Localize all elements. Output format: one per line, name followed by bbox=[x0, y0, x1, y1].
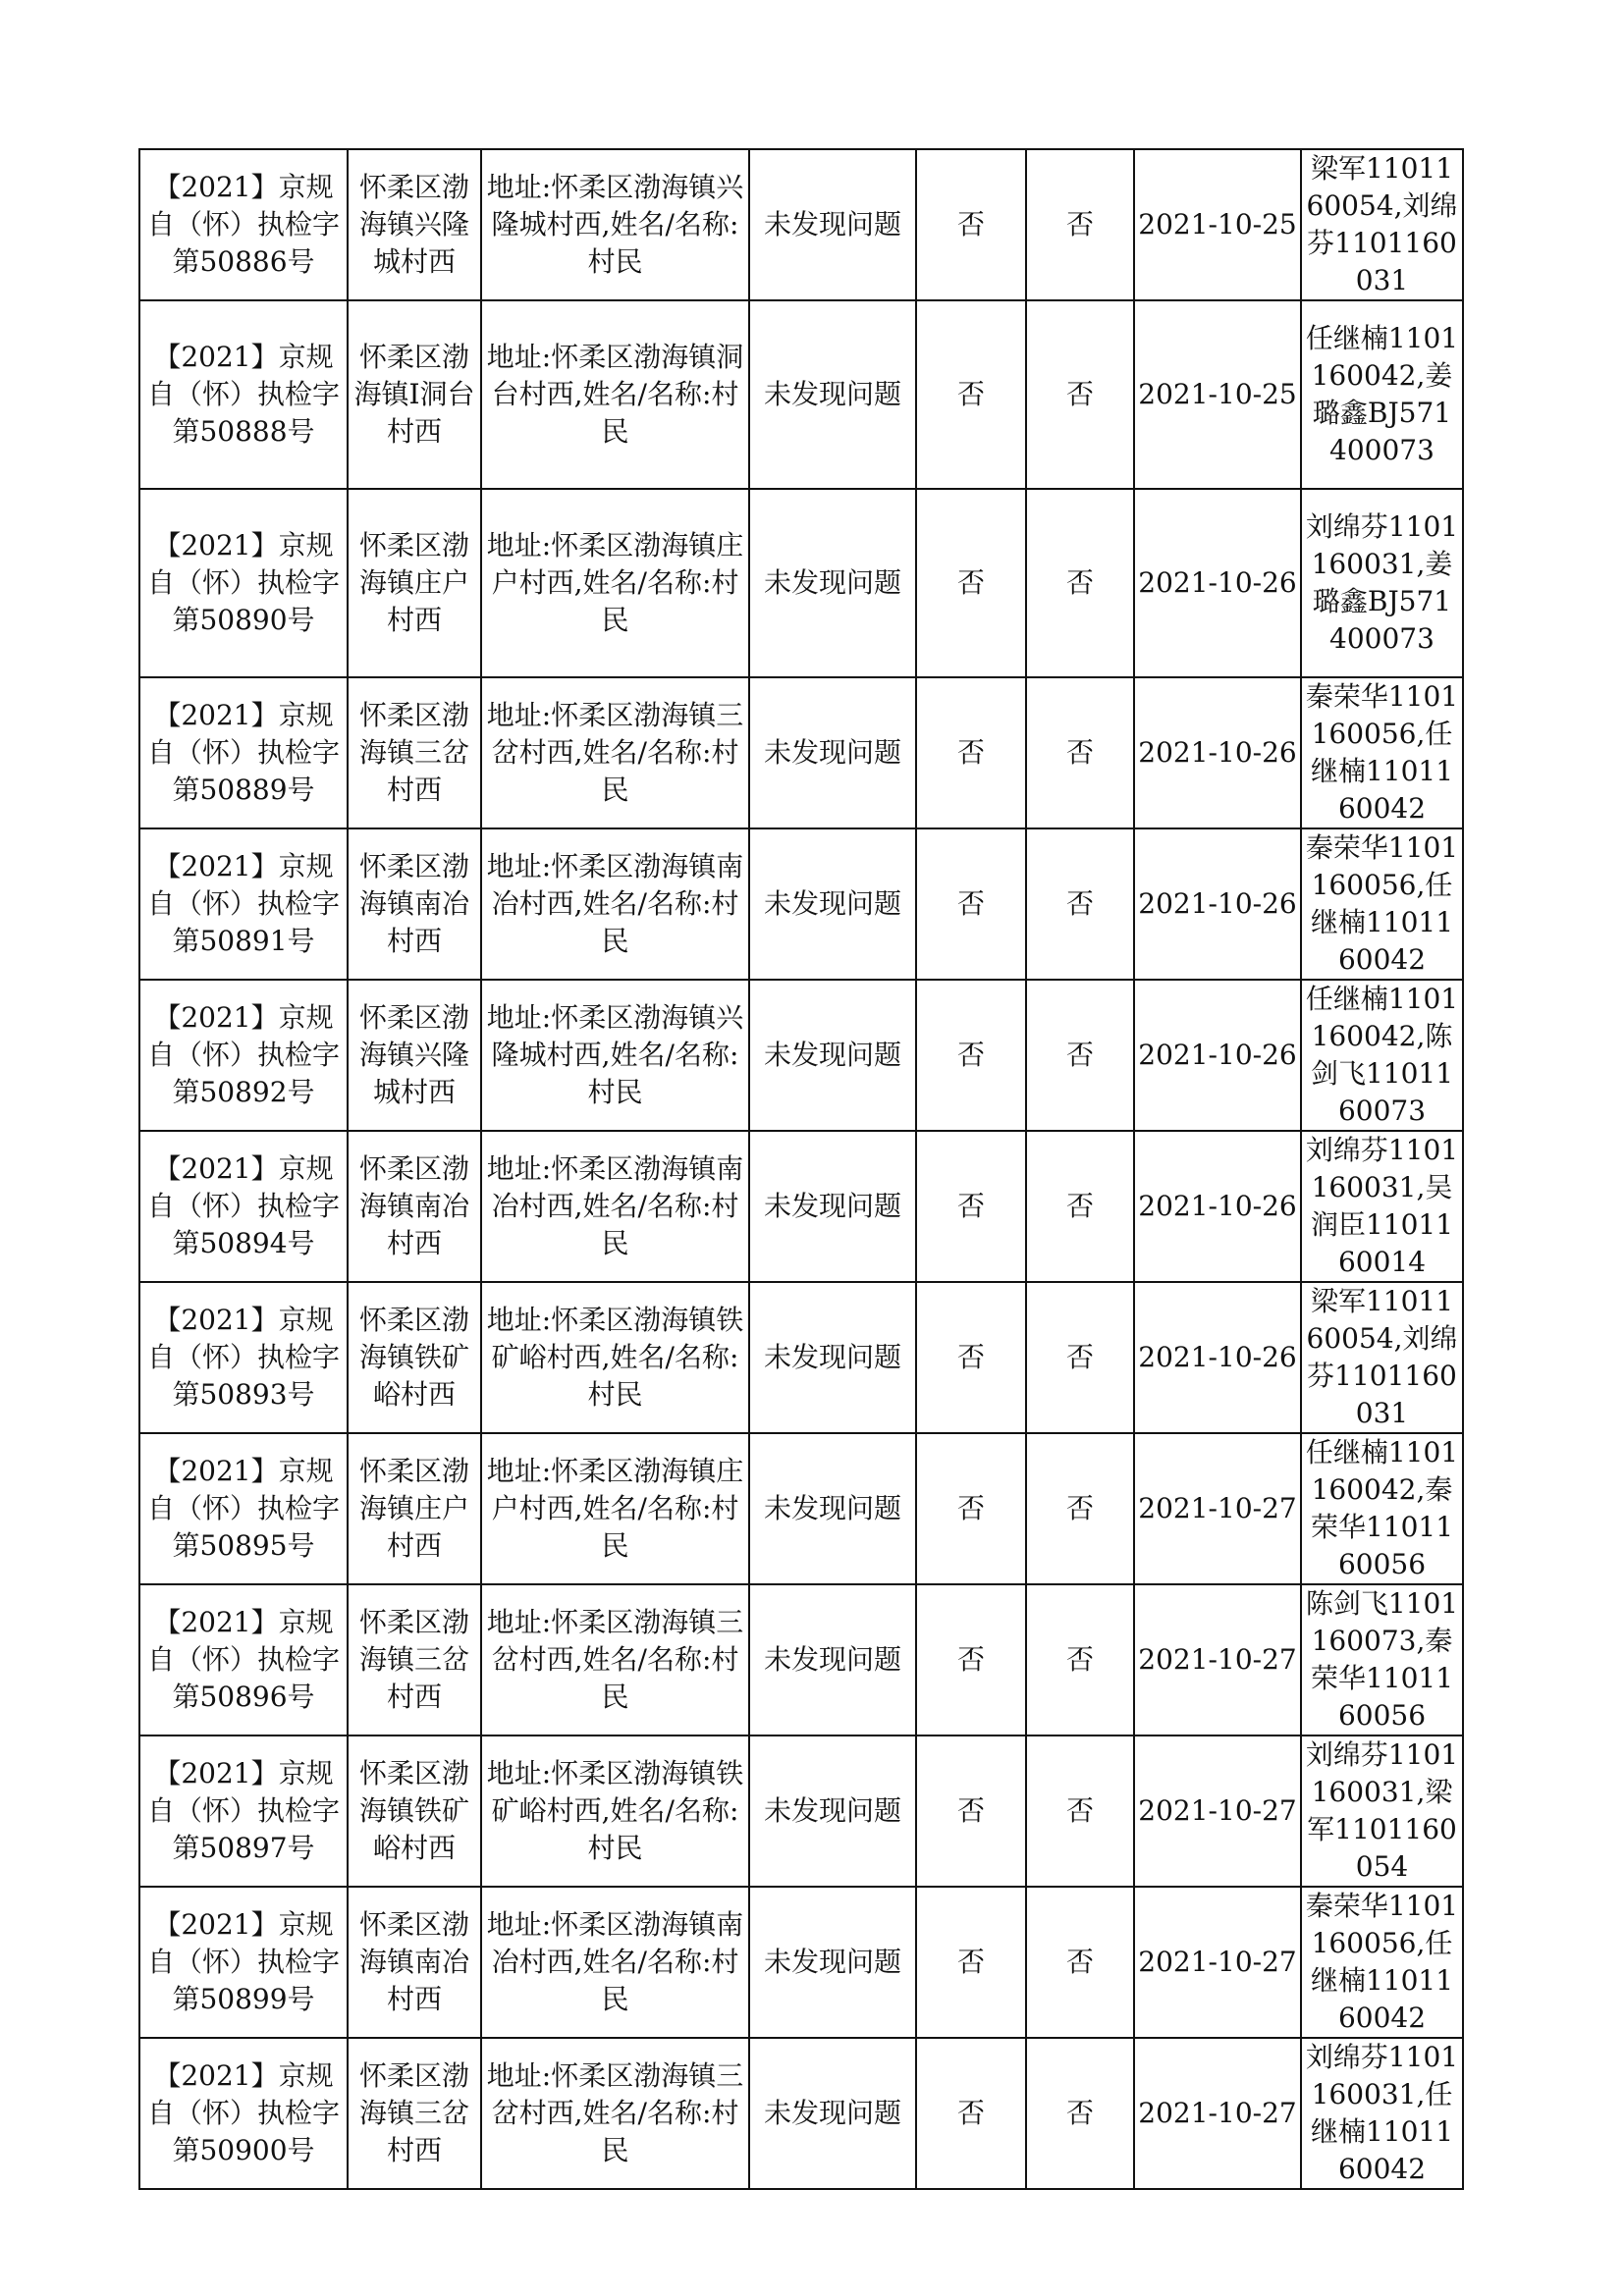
result-cell: 未发现问题 bbox=[749, 489, 916, 677]
flag-a-cell: 否 bbox=[916, 828, 1026, 980]
flag-b-cell: 否 bbox=[1026, 1887, 1134, 2038]
location-cell: 怀柔区渤海镇铁矿峪村西 bbox=[348, 1735, 481, 1887]
table-row bbox=[139, 980, 1463, 1131]
table-row bbox=[139, 1433, 1463, 1584]
result-cell: 未发现问题 bbox=[749, 1131, 916, 1282]
date-cell: 2021-10-25 bbox=[1134, 300, 1301, 489]
result-cell: 未发现问题 bbox=[749, 1433, 916, 1584]
result-cell: 未发现问题 bbox=[749, 149, 916, 300]
table-row bbox=[139, 677, 1463, 828]
location-cell: 怀柔区渤海镇Ⅰ洞台村西 bbox=[348, 300, 481, 489]
result-cell: 未发现问题 bbox=[749, 2038, 916, 2189]
case-number-cell: 【2021】京规自（怀）执检字第50890号 bbox=[139, 489, 348, 677]
subject-cell: 地址:怀柔区渤海镇庄户村西,姓名/名称:村民 bbox=[481, 489, 749, 677]
location-cell: 怀柔区渤海镇三岔村西 bbox=[348, 677, 481, 828]
table-row bbox=[139, 300, 1463, 489]
date-cell: 2021-10-26 bbox=[1134, 828, 1301, 980]
date-cell: 2021-10-27 bbox=[1134, 1584, 1301, 1735]
flag-a-cell: 否 bbox=[916, 1131, 1026, 1282]
result-cell: 未发现问题 bbox=[749, 1282, 916, 1433]
location-cell: 怀柔区渤海镇庄户村西 bbox=[348, 1433, 481, 1584]
flag-a-cell: 否 bbox=[916, 1584, 1026, 1735]
date-cell: 2021-10-25 bbox=[1134, 149, 1301, 300]
table-row bbox=[139, 1735, 1463, 1887]
flag-a-cell: 否 bbox=[916, 1433, 1026, 1584]
result-cell: 未发现问题 bbox=[749, 300, 916, 489]
inspectors-cell: 秦荣华1101160056,任继楠1101160042 bbox=[1301, 828, 1463, 980]
inspectors-cell: 梁军1101160054,刘绵芬1101160031 bbox=[1301, 1282, 1463, 1433]
inspection-record-sheet bbox=[138, 148, 1462, 2190]
flag-b-cell: 否 bbox=[1026, 980, 1134, 1131]
case-number-cell: 【2021】京规自（怀）执检字第50886号 bbox=[139, 149, 348, 300]
date-cell: 2021-10-27 bbox=[1134, 1735, 1301, 1887]
inspectors-cell: 秦荣华1101160056,任继楠1101160042 bbox=[1301, 1887, 1463, 2038]
case-number-cell: 【2021】京规自（怀）执检字第50891号 bbox=[139, 828, 348, 980]
flag-a-cell: 否 bbox=[916, 300, 1026, 489]
inspectors-cell: 任继楠1101160042,姜璐鑫BJ571400073 bbox=[1301, 300, 1463, 489]
case-number-cell: 【2021】京规自（怀）执检字第50897号 bbox=[139, 1735, 348, 1887]
table-row bbox=[139, 1887, 1463, 2038]
date-cell: 2021-10-27 bbox=[1134, 1433, 1301, 1584]
inspection-table bbox=[138, 148, 1464, 2190]
flag-b-cell: 否 bbox=[1026, 828, 1134, 980]
flag-a-cell: 否 bbox=[916, 980, 1026, 1131]
result-cell: 未发现问题 bbox=[749, 677, 916, 828]
flag-a-cell: 否 bbox=[916, 1735, 1026, 1887]
table-row bbox=[139, 489, 1463, 677]
table-row bbox=[139, 149, 1463, 300]
inspectors-cell: 刘绵芬1101160031,任继楠1101160042 bbox=[1301, 2038, 1463, 2189]
location-cell: 怀柔区渤海镇南冶村西 bbox=[348, 1131, 481, 1282]
flag-b-cell: 否 bbox=[1026, 300, 1134, 489]
location-cell: 怀柔区渤海镇庄户村西 bbox=[348, 489, 481, 677]
date-cell: 2021-10-26 bbox=[1134, 980, 1301, 1131]
case-number-cell: 【2021】京规自（怀）执检字第50889号 bbox=[139, 677, 348, 828]
flag-a-cell: 否 bbox=[916, 1887, 1026, 2038]
location-cell: 怀柔区渤海镇铁矿峪村西 bbox=[348, 1282, 481, 1433]
date-cell: 2021-10-27 bbox=[1134, 1887, 1301, 2038]
location-cell: 怀柔区渤海镇南冶村西 bbox=[348, 1887, 481, 2038]
inspectors-cell: 刘绵芬1101160031,梁军1101160054 bbox=[1301, 1735, 1463, 1887]
case-number-cell: 【2021】京规自（怀）执检字第50899号 bbox=[139, 1887, 348, 2038]
location-cell: 怀柔区渤海镇三岔村西 bbox=[348, 1584, 481, 1735]
case-number-cell: 【2021】京规自（怀）执检字第50894号 bbox=[139, 1131, 348, 1282]
inspectors-cell: 任继楠1101160042,秦荣华1101160056 bbox=[1301, 1433, 1463, 1584]
location-cell: 怀柔区渤海镇南冶村西 bbox=[348, 828, 481, 980]
flag-b-cell: 否 bbox=[1026, 677, 1134, 828]
table-row bbox=[139, 828, 1463, 980]
date-cell: 2021-10-26 bbox=[1134, 489, 1301, 677]
result-cell: 未发现问题 bbox=[749, 828, 916, 980]
flag-b-cell: 否 bbox=[1026, 2038, 1134, 2189]
flag-a-cell: 否 bbox=[916, 149, 1026, 300]
subject-cell: 地址:怀柔区渤海镇兴隆城村西,姓名/名称:村民 bbox=[481, 149, 749, 300]
case-number-cell: 【2021】京规自（怀）执检字第50888号 bbox=[139, 300, 348, 489]
case-number-cell: 【2021】京规自（怀）执检字第50896号 bbox=[139, 1584, 348, 1735]
date-cell: 2021-10-26 bbox=[1134, 1131, 1301, 1282]
case-number-cell: 【2021】京规自（怀）执检字第50892号 bbox=[139, 980, 348, 1131]
subject-cell: 地址:怀柔区渤海镇南冶村西,姓名/名称:村民 bbox=[481, 1131, 749, 1282]
inspectors-cell: 秦荣华1101160056,任继楠1101160042 bbox=[1301, 677, 1463, 828]
case-number-cell: 【2021】京规自（怀）执检字第50900号 bbox=[139, 2038, 348, 2189]
inspectors-cell: 刘绵芬1101160031,吴润臣1101160014 bbox=[1301, 1131, 1463, 1282]
result-cell: 未发现问题 bbox=[749, 1887, 916, 2038]
flag-a-cell: 否 bbox=[916, 1282, 1026, 1433]
subject-cell: 地址:怀柔区渤海镇洞台村西,姓名/名称:村民 bbox=[481, 300, 749, 489]
subject-cell: 地址:怀柔区渤海镇铁矿峪村西,姓名/名称:村民 bbox=[481, 1282, 749, 1433]
flag-b-cell: 否 bbox=[1026, 1433, 1134, 1584]
inspectors-cell: 任继楠1101160042,陈剑飞1101160073 bbox=[1301, 980, 1463, 1131]
inspectors-cell: 刘绵芬1101160031,姜璐鑫BJ571400073 bbox=[1301, 489, 1463, 677]
date-cell: 2021-10-27 bbox=[1134, 2038, 1301, 2189]
flag-b-cell: 否 bbox=[1026, 489, 1134, 677]
table-row bbox=[139, 1584, 1463, 1735]
inspectors-cell: 陈剑飞1101160073,秦荣华1101160056 bbox=[1301, 1584, 1463, 1735]
flag-a-cell: 否 bbox=[916, 489, 1026, 677]
flag-b-cell: 否 bbox=[1026, 1131, 1134, 1282]
location-cell: 怀柔区渤海镇三岔村西 bbox=[348, 2038, 481, 2189]
case-number-cell: 【2021】京规自（怀）执检字第50895号 bbox=[139, 1433, 348, 1584]
table-row bbox=[139, 1131, 1463, 1282]
flag-a-cell: 否 bbox=[916, 2038, 1026, 2189]
subject-cell: 地址:怀柔区渤海镇南冶村西,姓名/名称:村民 bbox=[481, 1887, 749, 2038]
subject-cell: 地址:怀柔区渤海镇三岔村西,姓名/名称:村民 bbox=[481, 677, 749, 828]
flag-b-cell: 否 bbox=[1026, 1584, 1134, 1735]
subject-cell: 地址:怀柔区渤海镇铁矿峪村西,姓名/名称:村民 bbox=[481, 1735, 749, 1887]
subject-cell: 地址:怀柔区渤海镇三岔村西,姓名/名称:村民 bbox=[481, 2038, 749, 2189]
result-cell: 未发现问题 bbox=[749, 1584, 916, 1735]
date-cell: 2021-10-26 bbox=[1134, 1282, 1301, 1433]
location-cell: 怀柔区渤海镇兴隆城村西 bbox=[348, 980, 481, 1131]
result-cell: 未发现问题 bbox=[749, 1735, 916, 1887]
inspectors-cell: 梁军1101160054,刘绵芬1101160031 bbox=[1301, 149, 1463, 300]
location-cell: 怀柔区渤海镇兴隆城村西 bbox=[348, 149, 481, 300]
table-row bbox=[139, 2038, 1463, 2189]
case-number-cell: 【2021】京规自（怀）执检字第50893号 bbox=[139, 1282, 348, 1433]
subject-cell: 地址:怀柔区渤海镇庄户村西,姓名/名称:村民 bbox=[481, 1433, 749, 1584]
flag-b-cell: 否 bbox=[1026, 149, 1134, 300]
date-cell: 2021-10-26 bbox=[1134, 677, 1301, 828]
flag-a-cell: 否 bbox=[916, 677, 1026, 828]
subject-cell: 地址:怀柔区渤海镇三岔村西,姓名/名称:村民 bbox=[481, 1584, 749, 1735]
table-row bbox=[139, 1282, 1463, 1433]
subject-cell: 地址:怀柔区渤海镇南冶村西,姓名/名称:村民 bbox=[481, 828, 749, 980]
flag-b-cell: 否 bbox=[1026, 1735, 1134, 1887]
subject-cell: 地址:怀柔区渤海镇兴隆城村西,姓名/名称:村民 bbox=[481, 980, 749, 1131]
result-cell: 未发现问题 bbox=[749, 980, 916, 1131]
flag-b-cell: 否 bbox=[1026, 1282, 1134, 1433]
